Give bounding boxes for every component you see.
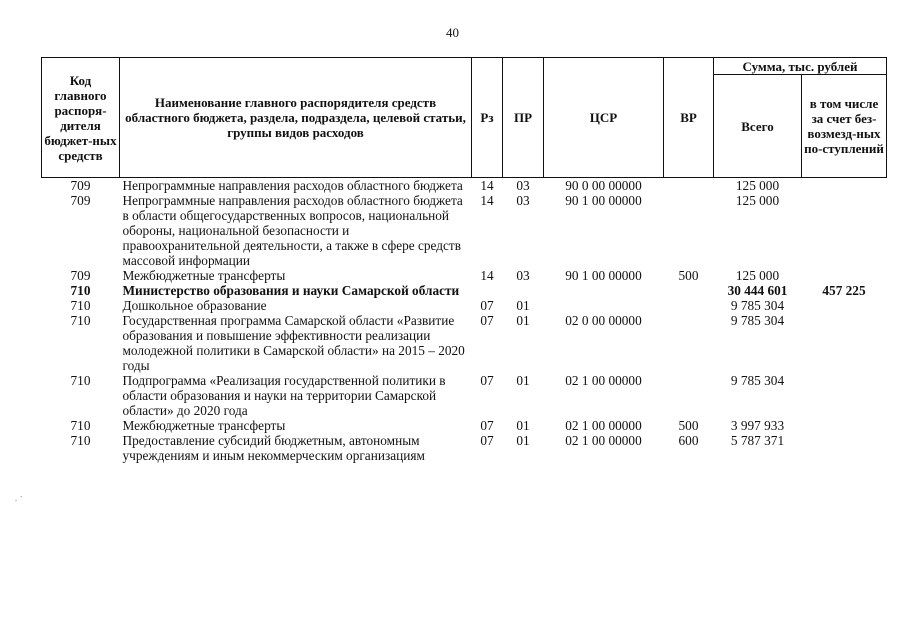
- cell-csr: 02 0 00 00000: [565, 313, 642, 328]
- cell-vr: [664, 193, 714, 268]
- cell-grant: [802, 178, 887, 194]
- cell-csr: [544, 283, 664, 298]
- cell-name: Межбюджетные трансферты: [122, 268, 286, 283]
- cell-name: Предоставление субсидий бюджетным, автономным учреждениям и иным некоммерческим организациям: [122, 433, 425, 463]
- cell-csr: [544, 298, 664, 313]
- table-row: [42, 298, 887, 313]
- cell-total: 9 785 304: [730, 313, 785, 328]
- header-total: Всего: [714, 75, 802, 178]
- cell-pr: 01: [516, 433, 530, 448]
- cell-total: 5 787 371: [730, 433, 785, 448]
- budget-table: [41, 57, 887, 463]
- cell-rz: [472, 283, 503, 298]
- cell-csr: 02 1 00 00000: [565, 373, 642, 388]
- cell-grant: [802, 433, 887, 463]
- header-sum: Сумма, тыс. рублей: [714, 58, 887, 75]
- header-name: Наименование главного распорядителя средств областного бюджета, раздела, подраздела, целевой статьи, группы видов расходов: [120, 58, 472, 178]
- header-csr: ЦСР: [544, 58, 664, 178]
- cell-grant: [802, 193, 887, 268]
- cell-csr: 90 0 00 00000: [565, 178, 642, 193]
- cell-name: Дошкольное образование: [122, 298, 267, 313]
- cell-name: Непрограммные направления расходов областного бюджета в области общегосударственных вопросов, национальной обороны, национальной безопасности и правоохранительной деятельности, а также в сфере средств массовой информации: [122, 193, 463, 268]
- header-pr: ПР: [503, 58, 544, 178]
- cell-csr: 02 1 00 00000: [565, 418, 642, 433]
- header-rz: Рз: [472, 58, 503, 178]
- cell-rz: 07: [480, 418, 494, 433]
- cell-vr: 500: [678, 418, 699, 433]
- cell-name: Подпрограмма «Реализация государственной политики в области образования и науки на территории Самарской области» до 2020 года: [122, 373, 446, 418]
- cell-total: 125 000: [735, 178, 780, 193]
- cell-total: 3 997 933: [730, 418, 785, 433]
- cell-vr: [664, 283, 714, 298]
- cell-rz: 07: [480, 433, 494, 448]
- cell-code: 709: [70, 268, 91, 283]
- cell-total: 125 000: [735, 268, 780, 283]
- cell-code: 710: [70, 313, 91, 328]
- header-vr: ВР: [664, 58, 714, 178]
- cell-grant: [802, 418, 887, 433]
- page-number: 40: [446, 25, 459, 40]
- cell-vr: [664, 373, 714, 418]
- cell-grant: [802, 373, 887, 418]
- cell-code: 709: [70, 178, 91, 193]
- cell-rz: 07: [480, 298, 494, 313]
- cell-pr: 03: [516, 268, 530, 283]
- cell-rz: 14: [480, 268, 494, 283]
- cell-rz: 14: [480, 193, 494, 208]
- cell-name: Непрограммные направления расходов областного бюджета: [122, 178, 463, 193]
- cell-rz: 07: [480, 373, 494, 388]
- cell-code: 710: [70, 283, 91, 298]
- cell-pr: 01: [516, 373, 530, 388]
- cell-csr: 90 1 00 00000: [565, 268, 642, 283]
- table-row: [42, 283, 887, 298]
- header-grant: в том числе за счет без-возмезд-ных по-ступлений: [802, 75, 887, 178]
- cell-grant: 457 225: [822, 283, 866, 298]
- table-row: [42, 373, 887, 418]
- cell-code: 710: [70, 373, 91, 388]
- cell-vr: 600: [678, 433, 699, 448]
- cell-pr: 03: [516, 193, 530, 208]
- cell-vr: [664, 178, 714, 194]
- header-code: Код главного распоря-дителя бюджет-ных средств: [42, 58, 120, 178]
- cell-name: Государственная программа Самарской области «Развитие образования и повышение эффективности реализации молодежной политики в Самарской области» на 2015 – 2020 годы: [122, 313, 465, 373]
- cell-pr: [503, 283, 544, 298]
- cell-name: Межбюджетные трансферты: [122, 418, 286, 433]
- table-row: [42, 313, 887, 373]
- cell-code: 710: [70, 418, 91, 433]
- cell-pr: 01: [516, 313, 530, 328]
- cell-csr: 90 1 00 00000: [565, 193, 642, 208]
- table-row: [42, 268, 887, 283]
- cell-total: 9 785 304: [730, 298, 785, 313]
- cell-rz: 07: [480, 313, 494, 328]
- table-row: [42, 178, 887, 194]
- cell-pr: 01: [516, 298, 530, 313]
- cell-total: 125 000: [735, 193, 780, 208]
- cell-total: 30 444 601: [727, 283, 788, 298]
- cell-total: 9 785 304: [730, 373, 785, 388]
- table-row: [42, 193, 887, 268]
- cell-vr: [664, 313, 714, 373]
- cell-vr: 500: [678, 268, 699, 283]
- cell-name: Министерство образования и науки Самарской области: [122, 283, 460, 298]
- cell-code: 710: [70, 433, 91, 448]
- cell-csr: 02 1 00 00000: [565, 433, 642, 448]
- cell-code: 709: [70, 193, 91, 208]
- table-row: [42, 418, 887, 433]
- cell-rz: 14: [480, 178, 494, 193]
- cell-grant: [802, 268, 887, 283]
- table-row: [42, 433, 887, 463]
- table-header: [42, 58, 887, 178]
- cell-grant: [802, 313, 887, 373]
- table-body: [42, 178, 887, 464]
- scan-artifact: · ·: [11, 491, 27, 507]
- cell-pr: 01: [516, 418, 530, 433]
- cell-grant: [802, 298, 887, 313]
- cell-code: 710: [70, 298, 91, 313]
- cell-pr: 03: [516, 178, 530, 193]
- cell-vr: [664, 298, 714, 313]
